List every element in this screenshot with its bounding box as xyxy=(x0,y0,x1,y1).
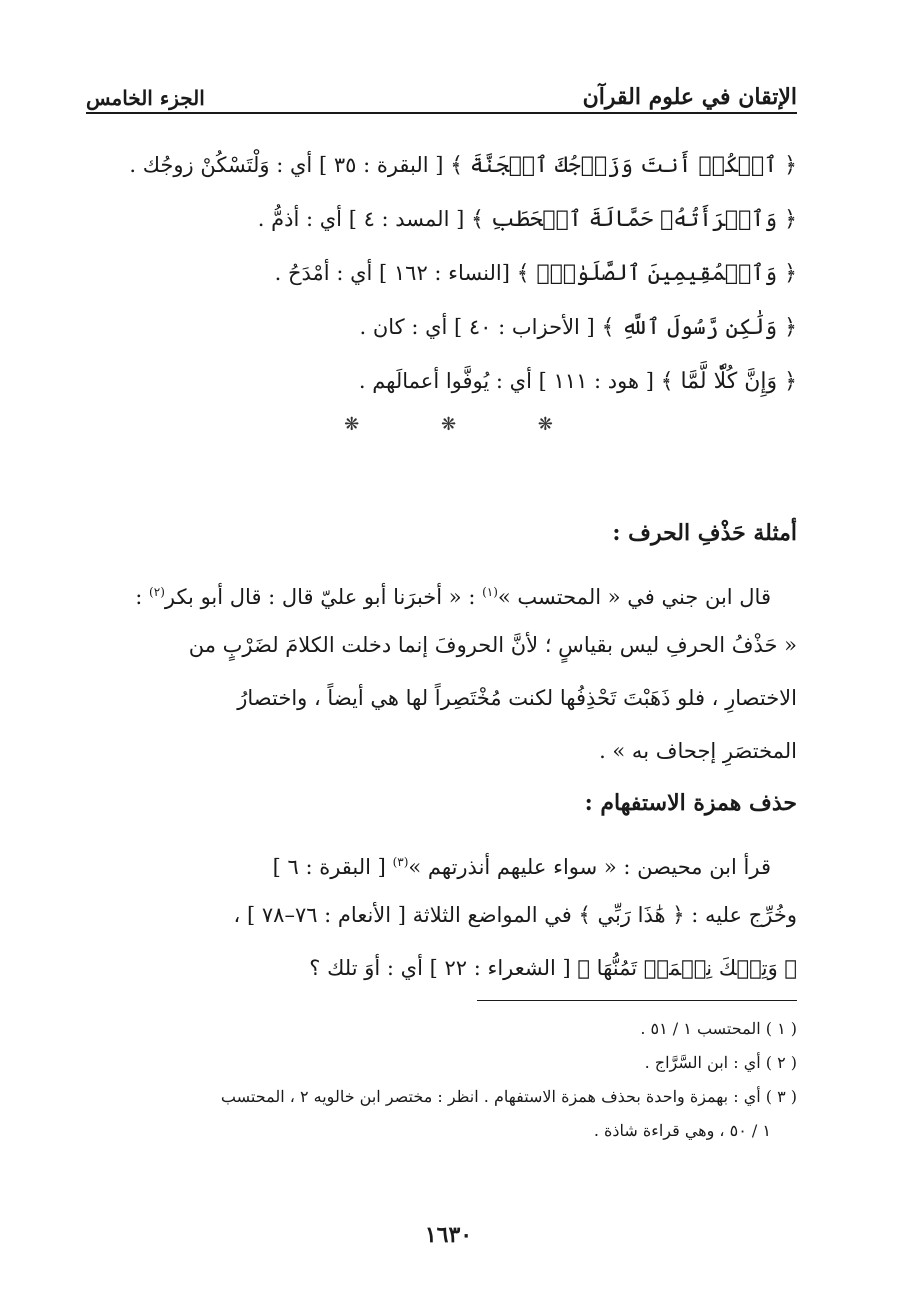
paragraph-ibn-muhaysin xyxy=(86,836,797,995)
verse-line xyxy=(90,246,797,300)
quran-verse: ﴿ ٱسۡكُنۡ أَنتَ وَزَوۡجُكَ ٱلۡجَنَّةَ ﴾ xyxy=(450,153,797,178)
footnotes xyxy=(110,1012,797,1148)
section-heading-letter-deletion: أمثلة حَذْفِ الحرف : xyxy=(612,520,797,546)
verse-gloss: أي : كان . xyxy=(359,315,448,339)
paragraph-line: وخُرِّج عليه : ﴿ هَٰذَا رَبِّي ﴾ في المواضع الثلاثة [ الأنعام : ٧٦–٧٨ ] ، xyxy=(233,903,797,927)
paragraph-line: « حَذْفُ الحرفِ ليس بقياسٍ ؛ لأنَّ الحروفَ إنما دخلت الكلامَ لضَرْبٍ من xyxy=(188,633,797,657)
verse-gloss: أي : يُوفَّوا أعمالَهم . xyxy=(358,369,532,393)
running-header xyxy=(86,66,797,110)
text-run: [ البقرة : ٦ ] xyxy=(272,855,393,879)
verse-line xyxy=(90,138,797,192)
footnote-3: ( ٣ ) أي : بهمزة واحدة بحذف همزة الاستفهام . انظر : مختصر ابن خالويه ٢ ، المحتسب xyxy=(220,1087,797,1106)
verse-line xyxy=(90,354,797,408)
verse-line xyxy=(90,192,797,246)
book-title: الإتقان في علوم القرآن xyxy=(582,84,797,110)
verse-gloss: أي : أذمُّ . xyxy=(257,207,343,231)
quran-verse: ﴿ وَٱلۡمُقِيمِينَ ٱلصَّلَوٰةَۚ ﴾ xyxy=(516,261,797,286)
text-run: : xyxy=(135,585,150,609)
paragraph-line xyxy=(86,566,797,619)
verse-gloss: أي : وَلْتَسْكُنْ زوجُك . xyxy=(129,153,313,177)
text-run: قال ابن جني في « المحتسب » xyxy=(497,585,771,609)
quran-verse: ﴿ وَإِنَّ كُلّٗا لَّمَّا ﴾ xyxy=(660,369,797,394)
verse-reference: [ البقرة : ٣٥ ] xyxy=(318,153,444,177)
footnote-marker[interactable]: (٢) xyxy=(149,585,165,599)
header-rule xyxy=(86,112,797,114)
footnote-rule xyxy=(477,1000,797,1001)
paragraph-line: الاختصارِ ، فلو ذَهَبْتَ تَحْذِفُها لكنت مُخْتَصِراً لها هي أيضاً ، واختصارُ xyxy=(237,686,797,710)
verse-reference: [ الأحزاب : ٤٠ ] xyxy=(454,315,595,339)
page-number: ١٦٣٠ xyxy=(424,1222,473,1248)
verse-examples xyxy=(90,138,797,408)
paragraph-line: ﴿ وَتِلۡكَ نِعۡمَةٞ تَمُنُّهَا ﴾ [ الشعراء : ٢٢ ] أي : أوَ تلك ؟ xyxy=(309,956,797,980)
text-run: قرأ ابن محيصن : « سواء عليهم أنذرتهم » xyxy=(408,855,771,879)
verse-gloss: أي : أمْدَحُ . xyxy=(274,261,373,285)
footnote-1: ( ١ ) المحتسب ١ / ٥١ . xyxy=(640,1019,797,1038)
quran-verse: ﴿ وَٱمۡرَأَتُهُۥ حَمَّالَةَ ٱلۡحَطَبِ ﴾ xyxy=(470,207,797,232)
verse-reference: [ هود : ١١١ ] xyxy=(538,369,654,393)
section-separator-stars: ❋ ❋ ❋ xyxy=(344,414,591,435)
section-heading-hamza-deletion: حذف همزة الاستفهام : xyxy=(584,790,797,816)
footnote-marker[interactable]: (١) xyxy=(482,585,498,599)
paragraph-ibn-jinni xyxy=(86,566,797,778)
paragraph-line: المختصَرِ إجحاف به » . xyxy=(599,739,797,763)
verse-reference: [ المسد : ٤ ] xyxy=(348,207,465,231)
footnote-3-continuation: ١ / ٥٠ ، وهي قراءة شاذة . xyxy=(593,1121,771,1140)
verse-line xyxy=(90,300,797,354)
paragraph-line xyxy=(86,836,797,889)
verse-reference: [النساء : ١٦٢ ] xyxy=(379,261,510,285)
part-title: الجزء الخامس xyxy=(86,86,205,110)
quran-verse: ﴿ وَلَٰكِن رَّسُولَ ٱللَّهِ ﴾ xyxy=(601,315,797,340)
text-run: : « أخبرَنا أبو عليّ قال : قال أبو بكر xyxy=(164,585,483,609)
footnote-2: ( ٢ ) أي : ابن السَّرَّاج . xyxy=(644,1053,797,1072)
footnote-marker[interactable]: (٣) xyxy=(392,855,409,869)
